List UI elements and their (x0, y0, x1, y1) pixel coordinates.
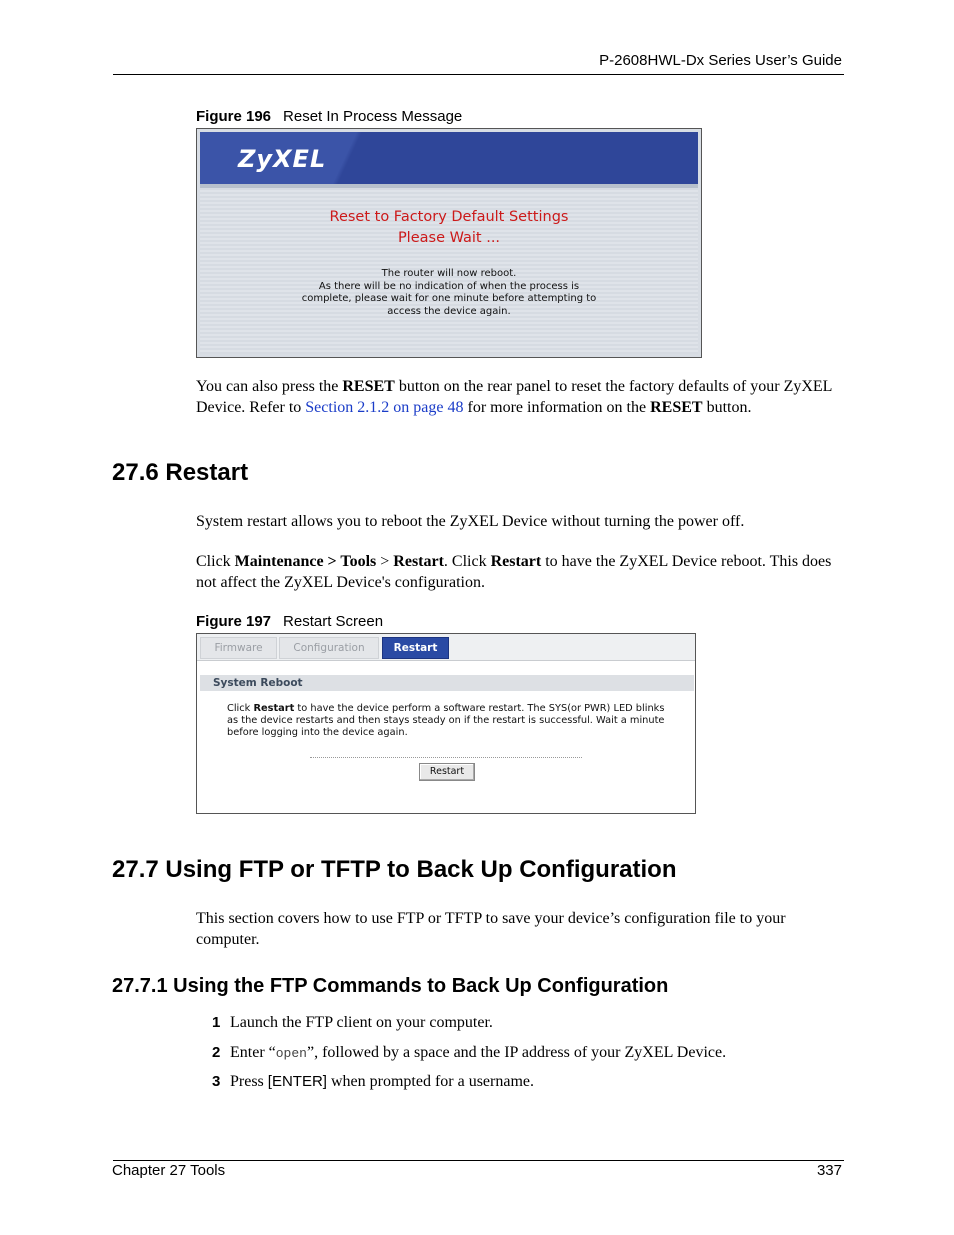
figure-196-caption (196, 108, 462, 125)
header-rule (113, 74, 844, 75)
figure-196-screenshot (196, 128, 702, 358)
system-reboot-title: System Reboot (200, 675, 694, 691)
bold-text: Restart (490, 553, 542, 570)
restart-intro-paragraph: System restart allows you to reboot the ZyXEL Device without turning the power off. (196, 513, 745, 530)
text: to have the ZyXEL Device reboot. This does not affect the ZyXEL Device's configuration. (196, 553, 832, 591)
tab-firmware[interactable]: Firmware (200, 637, 277, 659)
bold-text: RESET (650, 399, 703, 416)
section-27-6-heading: 27.6 Restart (112, 459, 249, 486)
tab-configuration[interactable]: Configuration (279, 637, 379, 659)
section-27-7-heading: 27.7 Using FTP or TFTP to Back Up Configuration (112, 856, 677, 883)
step-number: 2 (212, 1044, 221, 1061)
figure-196-caption-text: Reset In Process Message (283, 108, 463, 125)
figure-197-label: Figure 197 (196, 613, 272, 630)
dotted-divider (310, 757, 582, 758)
step-text: Enter “ (230, 1044, 276, 1061)
step-text: Launch the FTP client on your computer. (230, 1014, 493, 1031)
text: . Click (443, 553, 491, 570)
reset-paragraph (196, 376, 846, 418)
text: Click (196, 553, 235, 570)
reset-message-panel (200, 188, 698, 354)
figure-197-caption-text: Restart Screen (283, 613, 384, 630)
footer-rule (113, 1160, 844, 1161)
reset-title-line1: Reset to Factory Default Settings (329, 209, 569, 225)
zyxel-logo: ZyXEL (238, 145, 327, 173)
restart-instructions-paragraph (196, 551, 846, 593)
tab-bar (197, 634, 695, 661)
bold-text: Maintenance > Tools (234, 553, 377, 570)
reset-msg-line1: The router will now reboot. (381, 268, 517, 279)
ftp-intro-paragraph: This section covers how to use FTP or TFTP to save your device’s configuration file to your computer. (196, 910, 786, 948)
step-text: ”, followed by a space and the IP address of your ZyXEL Device. (306, 1044, 727, 1061)
zyxel-banner (200, 132, 698, 184)
reset-msg-line3: complete, please wait for one minute before attempting to (301, 293, 597, 304)
text: You can also press the (196, 378, 343, 395)
tab-restart[interactable]: Restart (382, 637, 449, 659)
figure-197-caption (196, 613, 383, 630)
section-27-7-1-heading: 27.7.1 Using the FTP Commands to Back Up Configuration (112, 975, 669, 997)
step-1 (212, 1012, 852, 1033)
restart-description (227, 703, 677, 738)
bold-text: RESET (342, 378, 395, 395)
key-enter: [ENTER] (267, 1073, 327, 1090)
bold-text: Restart (393, 553, 444, 570)
page-number: 337 (816, 1162, 842, 1179)
step-2 (212, 1042, 852, 1064)
reset-title-line2: Please Wait ... (397, 230, 501, 246)
figure-197-screenshot (196, 633, 696, 814)
step-3 (212, 1071, 852, 1092)
step-number: 3 (212, 1073, 221, 1090)
text: button on the rear panel to reset the factory defaults of your ZyXEL Device. Refer to (196, 378, 832, 416)
bold-text: Restart (253, 703, 295, 714)
restart-button[interactable]: Restart (419, 763, 475, 781)
footer-chapter: Chapter 27 Tools (112, 1162, 226, 1179)
text: > (376, 553, 394, 570)
text: for more information on the (463, 399, 651, 416)
text: Click (227, 703, 254, 714)
step-text: when prompted for a username. (326, 1073, 535, 1090)
step-number: 1 (212, 1014, 221, 1031)
text: button. (702, 399, 752, 416)
code-open: open (275, 1046, 307, 1061)
step-text: Press (230, 1073, 268, 1090)
text: to have the device perform a software restart. The SYS(or PWR) LED blinks as the device restarts and then stays steady on if the restart is successful. Wait a minute before logging into the device again. (227, 703, 665, 738)
running-header: P-2608HWL-Dx Series User’s Guide (599, 52, 842, 69)
figure-196-label: Figure 196 (196, 108, 272, 125)
reset-msg-line4: access the device again. (387, 305, 511, 317)
reset-msg-line2: As there will be no indication of when the process is (318, 280, 580, 292)
section-link[interactable]: Section 2.1.2 on page 48 (305, 399, 464, 416)
